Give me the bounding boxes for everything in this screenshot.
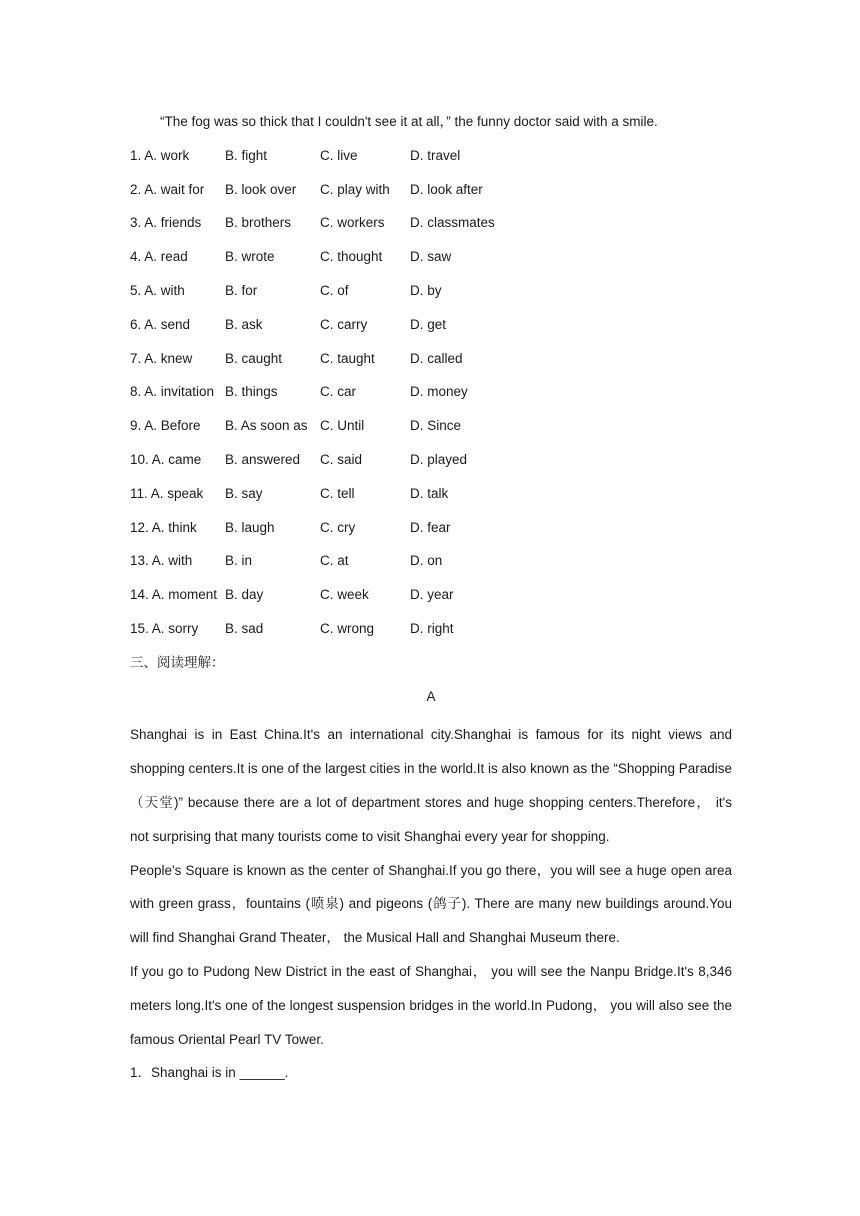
option-d: D. played [410,451,468,467]
option-row [130,448,732,482]
option-d: D. Since [410,418,462,434]
option-a: 13. A. with [130,553,193,569]
option-b: B. As soon as [225,418,308,434]
option-c: C. wrong [320,620,375,636]
option-c: C. at [320,553,349,569]
option-b: B. in [225,553,253,569]
intro-sentence: “The fog was so thick that I couldn't see it at all，” the funny doctor said with a smile. [160,114,658,129]
option-d: D. saw [410,249,452,265]
option-c: C. taught [320,350,375,366]
option-d: D. year [410,587,454,603]
option-c: C. play with [320,181,390,197]
option-d: D. get [410,316,447,332]
option-c: C. carry [320,316,368,332]
cloze-options-list [130,144,732,651]
option-row [130,516,732,550]
option-b: B. for [225,282,258,298]
option-c: C. said [320,451,363,467]
option-a: 9. A. Before [130,418,201,434]
option-row [130,211,732,245]
option-c: C. thought [320,249,383,265]
option-b: B. brothers [225,215,292,231]
passage-paragraph-3: If you go to Pudong New District in the east of Shanghai， you will see the Nanpu Bridge.It's 8,346 meters long.It's one of the longest suspension bridges in the world.In Pudong， you will also see the famous Oriental Pearl TV Tower. [130,963,732,1047]
option-b: B. answered [225,451,301,467]
option-row [130,380,732,414]
option-row [130,279,732,313]
option-row [130,482,732,516]
option-a: 14. A. moment [130,587,218,603]
option-a: 12. A. think [130,519,197,535]
option-row [130,144,732,178]
option-c: C. cry [320,519,356,535]
option-b: B. ask [225,316,263,332]
option-a: 10. A. came [130,451,202,467]
option-row [130,549,732,583]
option-a: 3. A. friends [130,215,202,231]
option-a: 8. A. invitation [130,384,215,400]
option-d: D. talk [410,485,449,501]
option-a: 7. A. knew [130,350,193,366]
option-a: 1. A. work [130,147,190,163]
option-row [130,313,732,347]
option-b: B. say [225,485,263,501]
option-d: D. fear [410,519,451,535]
option-a: 2. A. wait for [130,181,205,197]
question-1: 1．Shanghai is in ______. [130,1065,289,1081]
option-d: D. on [410,553,443,569]
option-row [130,617,732,651]
passage-label: A [426,688,436,704]
option-b: B. look over [225,181,297,197]
option-row [130,414,732,448]
option-row [130,347,732,381]
option-d: D. right [410,620,454,636]
option-c: C. workers [320,215,385,231]
option-a: 6. A. send [130,316,191,332]
document-content [130,110,732,1090]
option-b: B. caught [225,350,283,366]
option-c: C. of [320,282,349,298]
option-d: D. by [410,282,442,298]
option-row [130,583,732,617]
option-c: C. tell [320,485,355,501]
option-a: 15. A. sorry [130,620,199,636]
passage-paragraph-1: Shanghai is in East China.It's an international city.Shanghai is famous for its night views and shopping centers.It is one of the largest cities in the world.It is also known as the “Shopping Paradise（天堂)” because there are a lot of department stores and huge shopping centers.Therefore， it's not surprising that many tourists come to visit Shanghai every year for shopping. [130,727,732,844]
option-a: 11. A. speak [130,485,204,501]
option-c: C. week [320,587,369,603]
passage-paragraph-2: People's Square is known as the center of Shanghai.If you go there，you will see a huge open area with green grass，fountains (喷泉) and pigeons (鸽子). There are many new buildings around.You will find Shanghai Grand Theater， the Musical Hall and Shanghai Museum there. [130,862,732,946]
option-b: B. fight [225,147,268,163]
option-d: D. money [410,384,468,400]
section-heading: 三、阅读理解： [130,654,225,671]
option-d: D. look after [410,181,483,197]
option-d: D. classmates [410,215,495,231]
option-row [130,178,732,212]
option-b: B. sad [225,620,264,636]
option-c: C. car [320,384,357,400]
option-b: B. day [225,587,264,603]
option-row [130,245,732,279]
option-d: D. called [410,350,463,366]
option-c: C. Until [320,418,365,434]
option-b: B. wrote [225,249,275,265]
option-b: B. things [225,384,278,400]
option-b: B. laugh [225,519,275,535]
option-c: C. live [320,147,358,163]
option-d: D. travel [410,147,461,163]
option-a: 5. A. with [130,282,185,298]
option-a: 4. A. read [130,249,188,265]
